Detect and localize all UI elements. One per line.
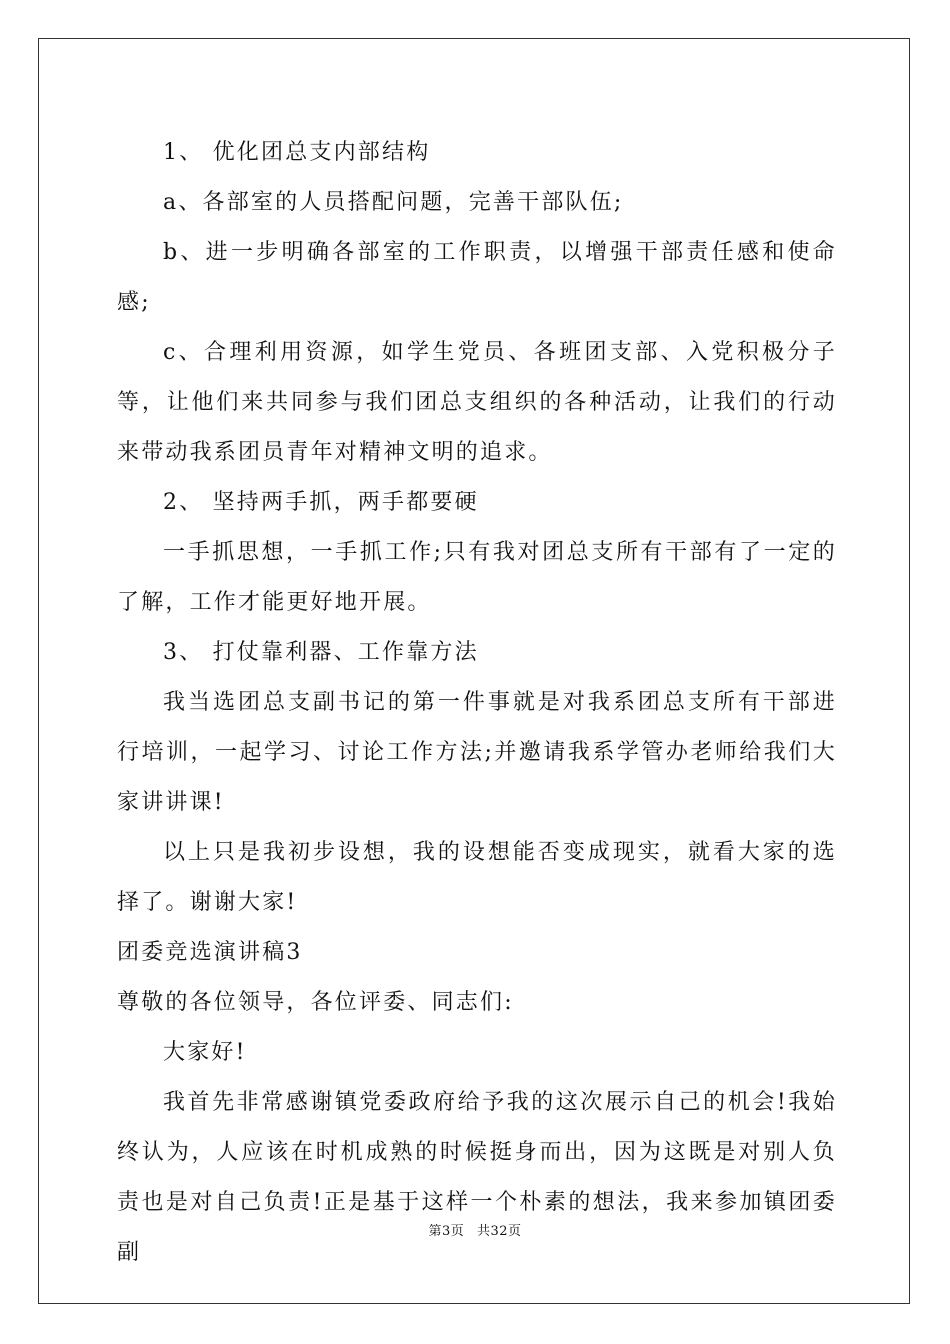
page-total: 共32页 — [476, 1224, 522, 1239]
paragraph: 以上只是我初步设想，我的设想能否变成现实，就看大家的选择了。谢谢大家! — [117, 840, 837, 915]
paragraph: 一手抓思想，一手抓工作;只有我对团总支所有干部有了一定的了解，工作才能更好地开展。 — [117, 540, 837, 615]
paragraph: 我当选团总支副书记的第一件事就是对我系团总支所有干部进行培训，一起学习、讨论工作方法;并邀请我系学管办老师给我们大家讲讲课! — [117, 690, 837, 815]
paragraph: 我首先非常感谢镇党委政府给予我的这次展示自己的机会!我始终认为，人应该在时机成熟的时候挺身而出，因为这既是对别人负责也是对自己负责!正是基于这样一个朴素的想法，我来参加镇团委副 — [117, 1090, 837, 1265]
heading-item-2: 2、 坚持两手抓，两手都要硬 — [163, 490, 479, 515]
salutation: 尊敬的各位领导，各位评委、同志们: — [117, 990, 514, 1015]
section-title: 团委竞选演讲稿3 — [117, 940, 303, 965]
heading-item-1: 1、 优化团总支内部结构 — [163, 140, 431, 165]
document-body — [117, 128, 837, 1278]
page-footer — [0, 1220, 950, 1239]
heading-item-3: 3、 打仗靠利器、工作靠方法 — [163, 640, 479, 665]
paragraph: b、进一步明确各部室的工作职责，以增强干部责任感和使命感; — [117, 240, 837, 315]
page-number: 第3页 — [428, 1224, 465, 1239]
paragraph: c、合理利用资源，如学生党员、各班团支部、入党积极分子等，让他们来共同参与我们团总支组织的各种活动，让我们的行动来带动我系团员青年对精神文明的追求。 — [117, 340, 837, 465]
greeting: 大家好! — [163, 1040, 247, 1065]
paragraph: a、各部室的人员搭配问题，完善干部队伍; — [163, 190, 624, 215]
